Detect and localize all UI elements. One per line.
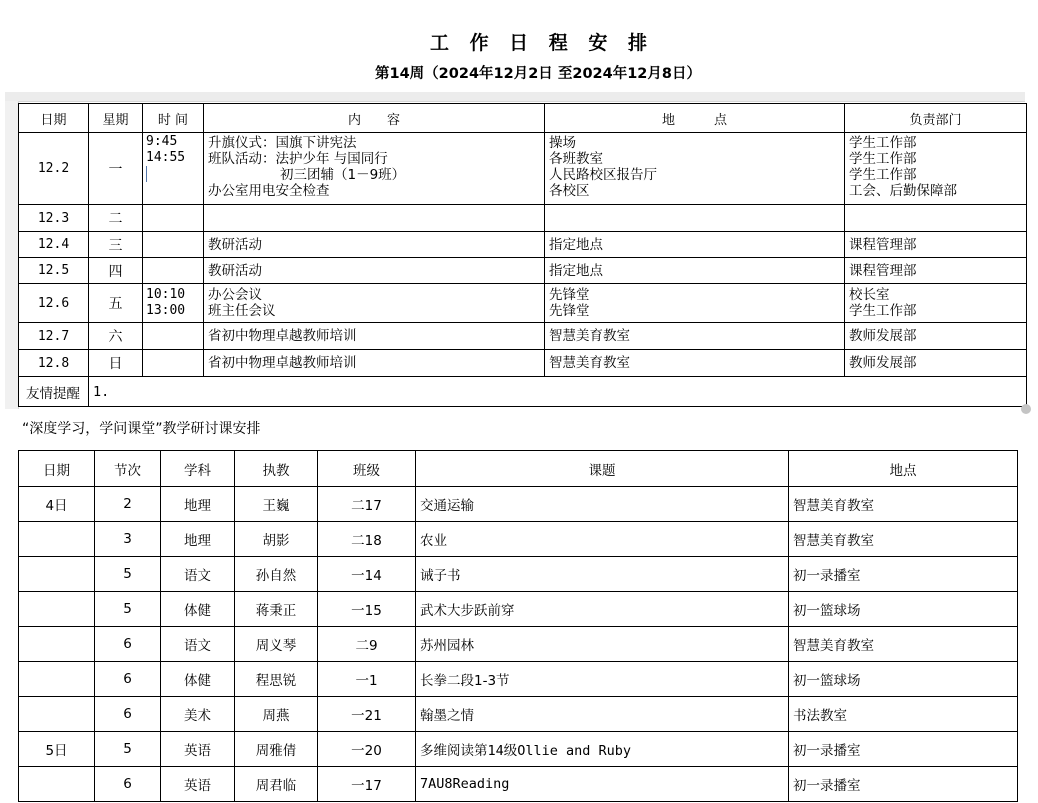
weekday-cell[interactable]: 日 — [89, 350, 143, 377]
lesson-class[interactable]: 一20 — [318, 732, 416, 767]
dept-text: 学生工作部 — [849, 151, 917, 167]
lesson-class[interactable]: 一15 — [318, 592, 416, 627]
location-text: 各校区 — [549, 183, 590, 199]
lesson-date[interactable] — [19, 662, 95, 697]
content-cell[interactable] — [204, 205, 545, 232]
dept-cell[interactable]: 教师发展部 — [845, 350, 1027, 377]
location-text: 人民路校区报告厅 — [549, 167, 657, 183]
time-text: 14:55 — [146, 150, 186, 165]
lesson-place[interactable]: 智慧美育教室 — [789, 487, 1018, 522]
content-text: 班主任会议 — [208, 303, 276, 319]
lesson-subject[interactable]: 英语 — [161, 732, 235, 767]
column-header: 地 点 — [545, 104, 845, 133]
table-resize-handle[interactable] — [1021, 404, 1031, 414]
location-text: 先锋堂 — [549, 287, 590, 303]
time-cell[interactable] — [143, 284, 204, 323]
table-row — [19, 697, 1018, 732]
dept-cell[interactable]: 课程管理部 — [845, 232, 1027, 258]
location-text: 各班教室 — [549, 151, 603, 167]
weekday-cell[interactable]: 四 — [89, 258, 143, 284]
time-text: 13:00 — [146, 303, 186, 318]
lesson-period[interactable]: 2 — [95, 487, 161, 522]
lesson-teacher[interactable]: 胡影 — [235, 522, 318, 557]
content-text: 初三团辅（1－9班） — [280, 167, 406, 183]
lesson-teacher[interactable]: 王巍 — [235, 487, 318, 522]
table-row — [19, 592, 1018, 627]
time-cell[interactable] — [143, 258, 204, 284]
table-row — [19, 627, 1018, 662]
lesson-topic[interactable]: 苏州园林 — [416, 627, 789, 662]
content-cell[interactable] — [204, 133, 545, 205]
content-text: 办公室用电安全检查 — [208, 183, 330, 199]
column-header: 负责部门 — [845, 104, 1027, 133]
lesson-date[interactable] — [19, 592, 95, 627]
dept-cell[interactable]: 教师发展部 — [845, 323, 1027, 350]
date-cell[interactable]: 12.2 — [19, 133, 89, 205]
weekday-cell[interactable]: 一 — [89, 133, 143, 205]
dept-text: 学生工作部 — [849, 135, 917, 151]
column-header: 日期 — [19, 451, 95, 487]
lesson-period[interactable]: 6 — [95, 627, 161, 662]
date-cell[interactable]: 12.4 — [19, 232, 89, 258]
lesson-subject[interactable]: 地理 — [161, 487, 235, 522]
content-cell[interactable]: 省初中物理卓越教师培训 — [204, 350, 545, 377]
date-cell[interactable]: 12.8 — [19, 350, 89, 377]
table-header-row — [19, 451, 1018, 487]
lesson-place[interactable]: 初一篮球场 — [789, 592, 1018, 627]
lesson-place[interactable]: 书法教室 — [789, 697, 1018, 732]
lesson-date[interactable]: 4日 — [19, 487, 95, 522]
lessons-caption: “深度学习，学问课堂”教学研讨课安排 — [22, 421, 261, 437]
lesson-teacher[interactable]: 周义琴 — [235, 627, 318, 662]
lesson-date[interactable] — [19, 627, 95, 662]
content-cell[interactable]: 教研活动 — [204, 232, 545, 258]
sheet-row-header-strip — [5, 101, 19, 409]
lesson-class[interactable]: 一1 — [318, 662, 416, 697]
table-row — [19, 557, 1018, 592]
lesson-subject[interactable]: 英语 — [161, 767, 235, 802]
lesson-subject[interactable]: 美术 — [161, 697, 235, 732]
column-header: 时 间 — [143, 104, 204, 133]
lesson-class[interactable]: 一14 — [318, 557, 416, 592]
location-cell[interactable] — [545, 284, 845, 323]
column-header: 星期 — [89, 104, 143, 133]
lesson-topic[interactable]: 交通运输 — [416, 487, 789, 522]
content-cell[interactable]: 省初中物理卓越教师培训 — [204, 323, 545, 350]
column-header: 节次 — [95, 451, 161, 487]
date-cell[interactable]: 12.7 — [19, 323, 89, 350]
table-row — [19, 258, 1027, 284]
dept-text: 学生工作部 — [849, 167, 917, 183]
dept-text: 学生工作部 — [849, 303, 917, 319]
lesson-class[interactable]: 二17 — [318, 487, 416, 522]
table-row — [19, 232, 1027, 258]
weekday-cell[interactable]: 五 — [89, 284, 143, 323]
lesson-topic[interactable]: 诫子书 — [416, 557, 789, 592]
lesson-teacher[interactable]: 孙自然 — [235, 557, 318, 592]
lesson-class[interactable]: 二18 — [318, 522, 416, 557]
content-text: 办公会议 — [208, 287, 262, 303]
lesson-topic[interactable]: 翰墨之情 — [416, 697, 789, 732]
lesson-period[interactable]: 6 — [95, 662, 161, 697]
lesson-period[interactable]: 5 — [95, 557, 161, 592]
table-row — [19, 732, 1018, 767]
time-cell[interactable] — [143, 133, 204, 205]
lesson-subject[interactable]: 地理 — [161, 522, 235, 557]
table-row — [19, 323, 1027, 350]
lesson-topic[interactable]: 武术大步跃前穿 — [416, 592, 789, 627]
lesson-date[interactable] — [19, 557, 95, 592]
lesson-place[interactable]: 智慧美育教室 — [789, 627, 1018, 662]
table-header-row — [19, 104, 1027, 133]
text-cursor — [146, 166, 147, 182]
column-header: 内 容 — [204, 104, 545, 133]
weekday-cell[interactable]: 六 — [89, 323, 143, 350]
lesson-teacher[interactable]: 周君临 — [235, 767, 318, 802]
table-row — [19, 133, 1027, 205]
lesson-teacher[interactable]: 周燕 — [235, 697, 318, 732]
lesson-place[interactable]: 初一录播室 — [789, 767, 1018, 802]
lesson-topic[interactable]: 7AU8Reading — [416, 767, 789, 802]
content-text: 升旗仪式：国旗下讲宪法 — [208, 135, 357, 151]
table-row — [19, 767, 1018, 802]
reminder-text[interactable]: 1. — [89, 377, 1027, 407]
time-cell[interactable] — [143, 232, 204, 258]
time-cell[interactable] — [143, 350, 204, 377]
content-cell[interactable] — [204, 284, 545, 323]
reminder-label[interactable]: 友情提醒 — [19, 377, 89, 407]
weekday-cell[interactable]: 三 — [89, 232, 143, 258]
date-cell[interactable]: 12.6 — [19, 284, 89, 323]
time-cell[interactable] — [143, 323, 204, 350]
lesson-teacher[interactable]: 周雅倩 — [235, 732, 318, 767]
column-header: 班级 — [318, 451, 416, 487]
table-row — [19, 284, 1027, 323]
lessons-table — [18, 450, 1018, 802]
location-cell[interactable] — [545, 205, 845, 232]
location-text: 操场 — [549, 135, 576, 151]
column-header: 课题 — [416, 451, 789, 487]
location-cell[interactable]: 智慧美育教室 — [545, 323, 845, 350]
column-header: 日期 — [19, 104, 89, 133]
lesson-topic[interactable]: 多维阅读第14级Ollie and Ruby — [416, 732, 789, 767]
page-title: 工 作 日 程 安 排 — [429, 32, 655, 54]
content-cell[interactable]: 教研活动 — [204, 258, 545, 284]
dept-cell[interactable] — [845, 284, 1027, 323]
date-cell[interactable]: 12.3 — [19, 205, 89, 232]
dept-cell[interactable]: 课程管理部 — [845, 258, 1027, 284]
week-subtitle: 第14周（2024年12月2日 至2024年12月8日） — [375, 66, 701, 82]
lesson-class[interactable]: 一21 — [318, 697, 416, 732]
column-header: 执教 — [235, 451, 318, 487]
lesson-subject[interactable]: 体健 — [161, 592, 235, 627]
table-row — [19, 205, 1027, 232]
time-cell[interactable] — [143, 205, 204, 232]
location-text: 先锋堂 — [549, 303, 590, 319]
table-row — [19, 522, 1018, 557]
lesson-date[interactable] — [19, 697, 95, 732]
lesson-topic[interactable]: 农业 — [416, 522, 789, 557]
dept-cell[interactable] — [845, 133, 1027, 205]
time-text: 10:10 — [146, 287, 186, 302]
lesson-subject[interactable]: 语文 — [161, 557, 235, 592]
date-cell[interactable]: 12.5 — [19, 258, 89, 284]
lesson-place[interactable]: 初一篮球场 — [789, 662, 1018, 697]
lesson-place[interactable]: 初一录播室 — [789, 732, 1018, 767]
table-row — [19, 487, 1018, 522]
location-cell[interactable]: 指定地点 — [545, 232, 845, 258]
lesson-period[interactable]: 3 — [95, 522, 161, 557]
lesson-period[interactable]: 6 — [95, 767, 161, 802]
lesson-period[interactable]: 6 — [95, 697, 161, 732]
work-schedule-table — [18, 103, 1027, 407]
dept-text: 校长室 — [849, 287, 890, 303]
lesson-period[interactable]: 5 — [95, 732, 161, 767]
location-cell[interactable]: 智慧美育教室 — [545, 350, 845, 377]
lesson-date[interactable] — [19, 767, 95, 802]
lesson-class[interactable]: 二9 — [318, 627, 416, 662]
location-cell[interactable] — [545, 133, 845, 205]
location-cell[interactable]: 指定地点 — [545, 258, 845, 284]
time-text: 9:45 — [146, 134, 178, 149]
lesson-teacher[interactable]: 蒋秉正 — [235, 592, 318, 627]
table-row — [19, 350, 1027, 377]
column-header: 学科 — [161, 451, 235, 487]
lesson-date[interactable] — [19, 522, 95, 557]
sheet-column-header-bar — [5, 92, 1025, 102]
lesson-subject[interactable]: 体健 — [161, 662, 235, 697]
reminder-row — [19, 377, 1027, 407]
lesson-topic[interactable]: 长拳二段1-3节 — [416, 662, 789, 697]
lesson-period[interactable]: 5 — [95, 592, 161, 627]
lesson-class[interactable]: 一17 — [318, 767, 416, 802]
lesson-place[interactable]: 初一录播室 — [789, 557, 1018, 592]
weekday-cell[interactable]: 二 — [89, 205, 143, 232]
lesson-teacher[interactable]: 程思锐 — [235, 662, 318, 697]
lesson-subject[interactable]: 语文 — [161, 627, 235, 662]
content-text: 班队活动：法护少年 与国同行 — [208, 151, 388, 167]
lesson-date[interactable]: 5日 — [19, 732, 95, 767]
dept-text: 工会、后勤保障部 — [849, 183, 957, 199]
column-header: 地点 — [789, 451, 1018, 487]
lesson-place[interactable]: 智慧美育教室 — [789, 522, 1018, 557]
table-row — [19, 662, 1018, 697]
dept-cell[interactable] — [845, 205, 1027, 232]
